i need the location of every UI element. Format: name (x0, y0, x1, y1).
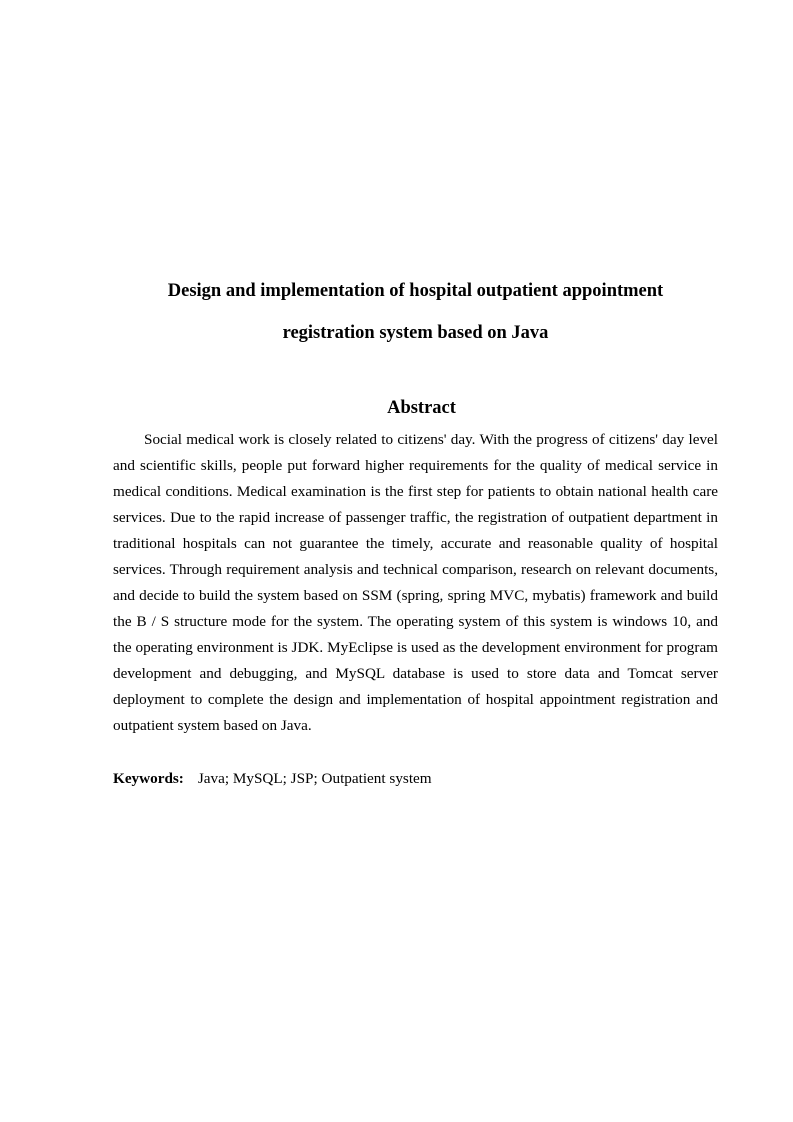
paper-title (113, 270, 718, 354)
keywords-value: Java; MySQL; JSP; Outpatient system (197, 770, 432, 787)
paper-title-line-2: registration system based on Java (282, 323, 549, 343)
keywords-label: Keywords: (113, 770, 184, 787)
abstract-body: Social medical work is closely related to citizens' day. With the progress of citizens' day level and scientific skills, people put forward higher requirements for the quality of medical service in medical conditions. Medical examination is the first step for patients to obtain national health care services. Due to the rapid increase of passenger traffic, the registration of outpatient department in traditional hospitals can not guarantee the timely, accurate and reasonable quality of hospital services. Through requirement analysis and technical comparison, research on relevant documents, and decide to build the system based on SSM (spring, spring MVC, mybatis) framework and build the B / S structure mode for the system. The operating system of this system is windows 10, and the operating environment is JDK. MyEclipse is used as the development environment for program development and debugging, and MySQL database is used to store data and Tomcat server deployment to complete the design and implementation of hospital appointment registration and outpatient system based on Java. (113, 431, 718, 734)
paper-title-line-1: Design and implementation of hospital outpatient appointment (167, 281, 664, 301)
abstract-heading: Abstract (387, 398, 456, 418)
keywords-line (113, 766, 718, 792)
